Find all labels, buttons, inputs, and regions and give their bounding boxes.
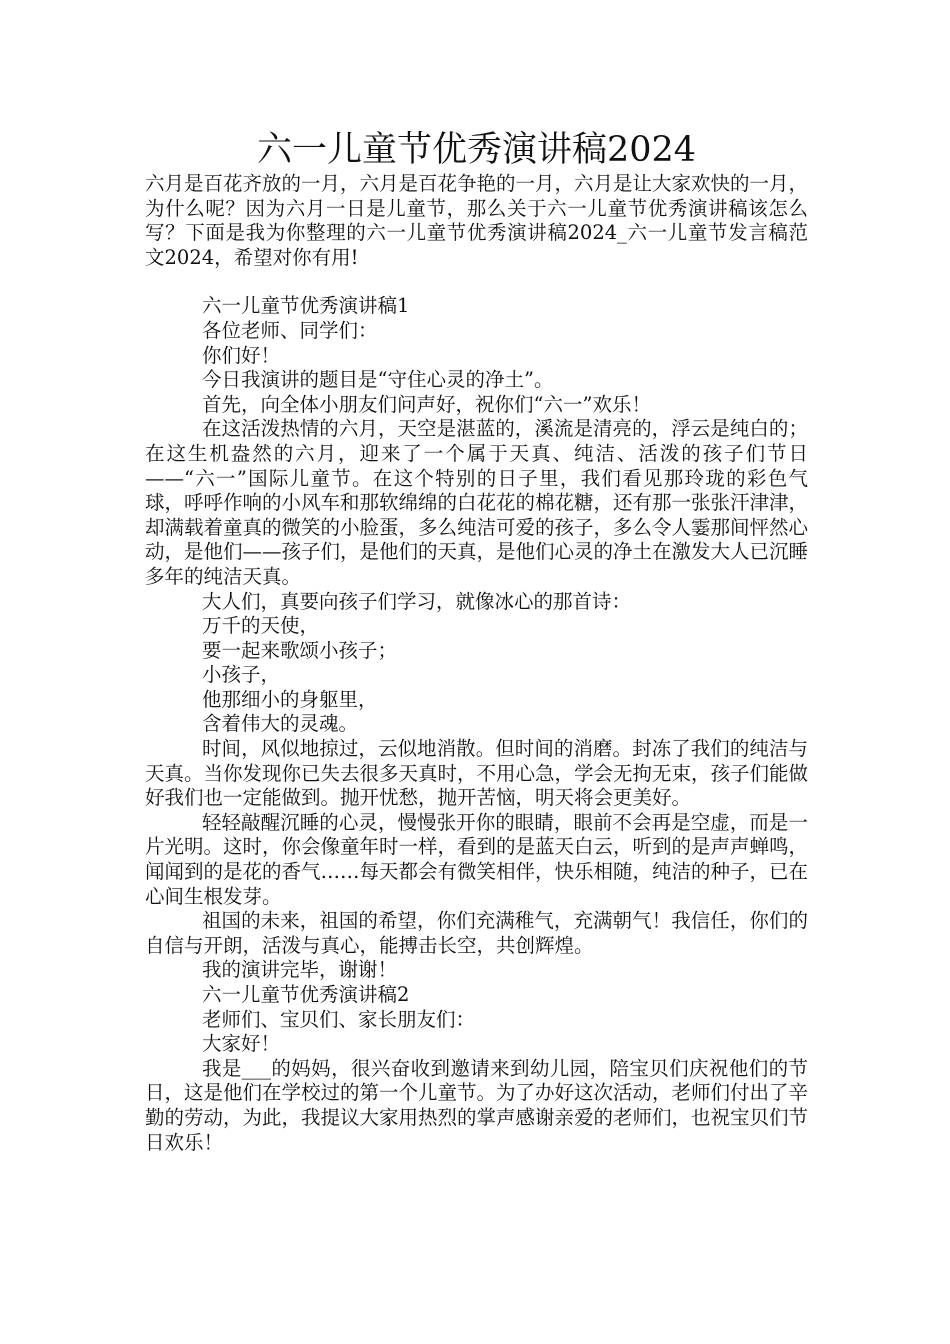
body-paragraph: 时间，风似地掠过，云似地消散。但时间的消磨。封冻了我们的纯洁与天真。当你发现你已失去很多天真时，不用心急，学会无拘无束，孩子们能做好我们也一定能做到。抛开忧愁，抛开苦恼，明天将会更美好。 [145,737,809,810]
salutation: 各位老师、同学们： [202,318,378,342]
speech-topic: 今日我演讲的题目是“守住心灵的净土”。 [202,368,554,392]
body-paragraph: 首先，向全体小朋友们问声好，祝你们“六一”欢乐！ [202,392,651,416]
poem-line: 万千的天使， [202,614,320,638]
body-paragraph: 祖国的未来，祖国的希望，你们充满稚气，充满朝气！我信任，你们的自信与开朗，活泼与真心，能搏击长空，共创辉煌。 [145,909,808,957]
poem-line: 小孩子， [202,663,281,687]
body-paragraph: 在这活泼热情的六月，天空是湛蓝的，溪流是清亮的，浮云是纯白的；在这生机盎然的六月，迎来了一个属于天真、纯洁、活泼的孩子们节日——“六一”国际儿童节。在这个特别的日子里，我们看见那玲珑的彩色气球，呼呼作响的小风车和那软绵绵的白花花的棉花糖，还有那一张张汗津津，却满载着童真的微笑的小脸蛋，多么纯洁可爱的孩子，多么令人霎那间怦然心动，是他们——孩子们，是他们的天真，是他们心灵的净土在激发大人已沉睡多年的纯洁天真。 [145,417,809,588]
document-title: 六一儿童节优秀演讲稿2024 [256,130,697,170]
closing-line: 我的演讲完毕，谢谢！ [202,958,398,982]
salutation: 老师们、宝贝们、家长朋友们： [202,1007,476,1031]
body-paragraph: 我是___的妈妈，很兴奋收到邀请来到幼儿园，陪宝贝们庆祝他们的节日，这是他们在学校过的第一个儿童节。为了办好这次活动，老师们付出了辛勤的劳动，为此，我提议大家用热烈的掌声感谢亲爱的老师们，也祝宝贝们节日欢乐！ [145,1056,809,1154]
greeting: 大家好！ [202,1032,281,1056]
body-paragraph: 大人们，真要向孩子们学习，就像冰心的那首诗： [202,589,632,613]
greeting: 你们好！ [202,343,281,367]
document-page [145,128,808,1155]
paragraph-gap [145,270,808,294]
poem-line: 要一起来歌颂小孩子； [202,638,398,662]
poem-line: 他那细小的身躯里， [202,687,378,711]
section-heading-2: 六一儿童节优秀演讲稿2 [202,983,410,1006]
section-heading-1: 六一儿童节优秀演讲稿1 [202,294,410,318]
body-paragraph: 轻轻敲醒沉睡的心灵，慢慢张开你的眼睛，眼前不会再是空虚，而是一片光明。这时，你会像童年时一样，看到的是蓝天白云，听到的是声声蝉鸣，闻闻到的是花的香气……每天都会有微笑相伴，快乐相随，纯洁的种子，已在心间生根发芽。 [145,810,809,908]
poem-line: 含着伟大的灵魂。 [202,712,359,736]
intro-paragraph: 六月是百花齐放的一月，六月是百花争艳的一月，六月是让大家欢快的一月，为什么呢？因为六月一日是儿童节，那么关于六一儿童节优秀演讲稿该怎么写？下面是我为你整理的六一儿童节优秀演讲稿2024_六一儿童节发言稿范文2024，希望对你有用! [145,172,809,269]
